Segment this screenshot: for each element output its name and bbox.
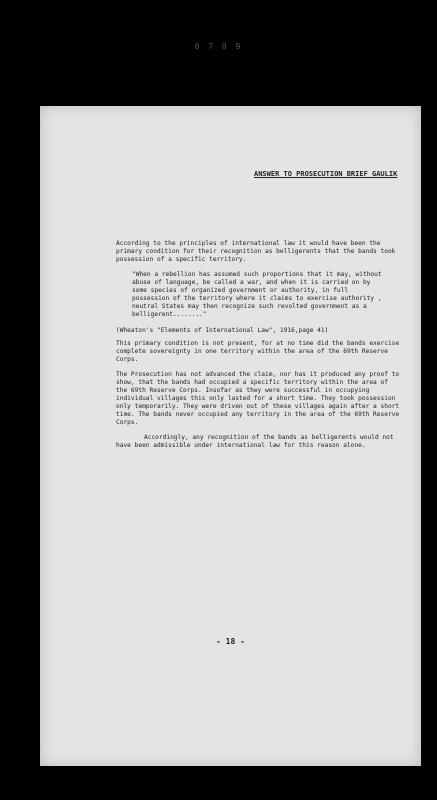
paragraph-territory-condition: According to the principles of international law it would have been the primary condition for their recognition as belligerents that the bands took possession of a specific territory. bbox=[116, 240, 396, 263]
document-header: ANSWER TO PROSECUTION BRIEF GAULIK bbox=[254, 170, 398, 178]
document-body bbox=[116, 240, 402, 457]
paragraph-sovereignty: This primary condition is not present, for at no time did the bands exercise complete sovereignty in one territory within the area of the 69th Reserve Corps. bbox=[116, 340, 400, 363]
block-quote: "When a rebellion has assumed such proportions that it may, without abuse of language, be called a war, and when it is carried on by some species of organized government or authority, in full possession of the territory where it claims to exercise authority , neutral States may then recognize such revolted government as a belligerent........" bbox=[132, 271, 382, 318]
paragraph-conclusion: Accordingly, any recognition of the bands as belligerents would not have been admissible under international law for this reason alone. bbox=[116, 434, 394, 449]
microfilm-frame-number: 0 7 0 9 bbox=[194, 42, 243, 51]
citation: (Wheaton's "Elements of International Law", 1916,page 41) bbox=[116, 327, 329, 334]
page-number: - 18 - bbox=[216, 637, 245, 646]
paragraph-prosecution-claim: The Prosecution has not advanced the claim, nor has it produced any proof to show, that the bands had occupied a specific territory within the area of the 69th Reserve Corps. Insofar as they were successful in occupying individual villages this only lasted for a short time. They took possession only temporarily. They were driven out of these villages again after a short time. The bands never occupied any territory in the area of the 69th Reserve Corps. bbox=[116, 371, 400, 426]
document-page bbox=[40, 106, 421, 766]
